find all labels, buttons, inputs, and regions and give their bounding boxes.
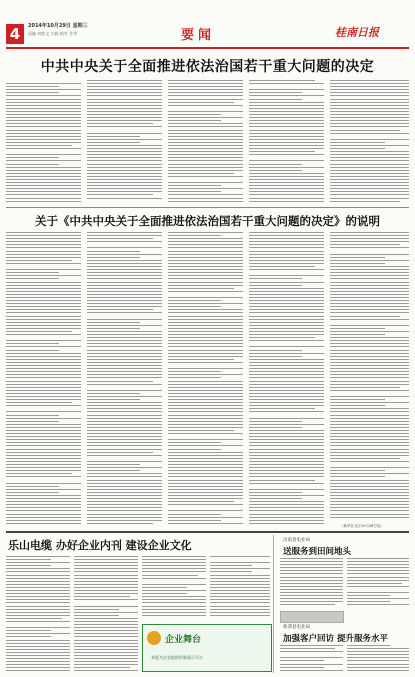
ad-logo-icon (147, 631, 161, 645)
news2-column-2 (347, 645, 409, 674)
main-headline: 中共中央关于全面推进依法治国若干重大问题的决定 (40, 59, 375, 75)
feature-column-1 (6, 556, 70, 674)
feature-column-4 (210, 556, 270, 618)
news1-column-1 (280, 558, 343, 608)
article-column-2 (87, 80, 162, 204)
explanation-headline: 关于《中共中央关于全面推进依法治国若干重大问题的决定》的说明 (35, 214, 380, 228)
explanation-column-3 (168, 232, 243, 527)
newspaper-masthead: 桂南日报 (335, 26, 379, 39)
advertisement-box (142, 624, 272, 672)
editor-credits: 责编 何胜文 关毅 校对 甘华 (28, 31, 78, 36)
issue-date: 2014年10月29日 星期三 (28, 23, 88, 29)
article-column-4 (249, 80, 324, 204)
section-divider (6, 207, 409, 208)
ad-title: 企业舞台 (165, 635, 202, 645)
feature-column-2 (74, 556, 138, 674)
news1-kicker: 汶南县电业局 (283, 538, 310, 543)
feature-headline: 乐山电缆 办好企业内刊 建设企业文化 (8, 539, 192, 552)
explanation-column-2 (87, 232, 162, 527)
news1-headline: 送服务到田间地头 (283, 547, 352, 557)
explanation-column-5 (330, 232, 409, 522)
news2-column-1 (280, 645, 343, 674)
vertical-divider (273, 535, 274, 673)
news2-kicker: 新恭县电业局 (283, 625, 310, 630)
article-column-5 (330, 80, 409, 204)
news1-column-2 (347, 558, 409, 608)
explanation-column-4 (249, 232, 324, 527)
byline-end: （新华社北京10月28日电） (340, 524, 384, 528)
explanation-column-1 (6, 232, 81, 527)
header-divider (6, 47, 409, 49)
news1-photo (280, 611, 344, 623)
article-column-1 (6, 80, 81, 204)
feature-column-3 (142, 556, 206, 618)
bottom-divider (6, 531, 409, 533)
section-title: 要闻 (181, 28, 216, 43)
article-column-3 (168, 80, 243, 204)
news2-headline: 加强客户回访 提升服务水平 (283, 634, 388, 644)
page-number: 4 (6, 24, 24, 44)
ad-text: 本版为企业提供形象展示平台 (151, 655, 203, 660)
